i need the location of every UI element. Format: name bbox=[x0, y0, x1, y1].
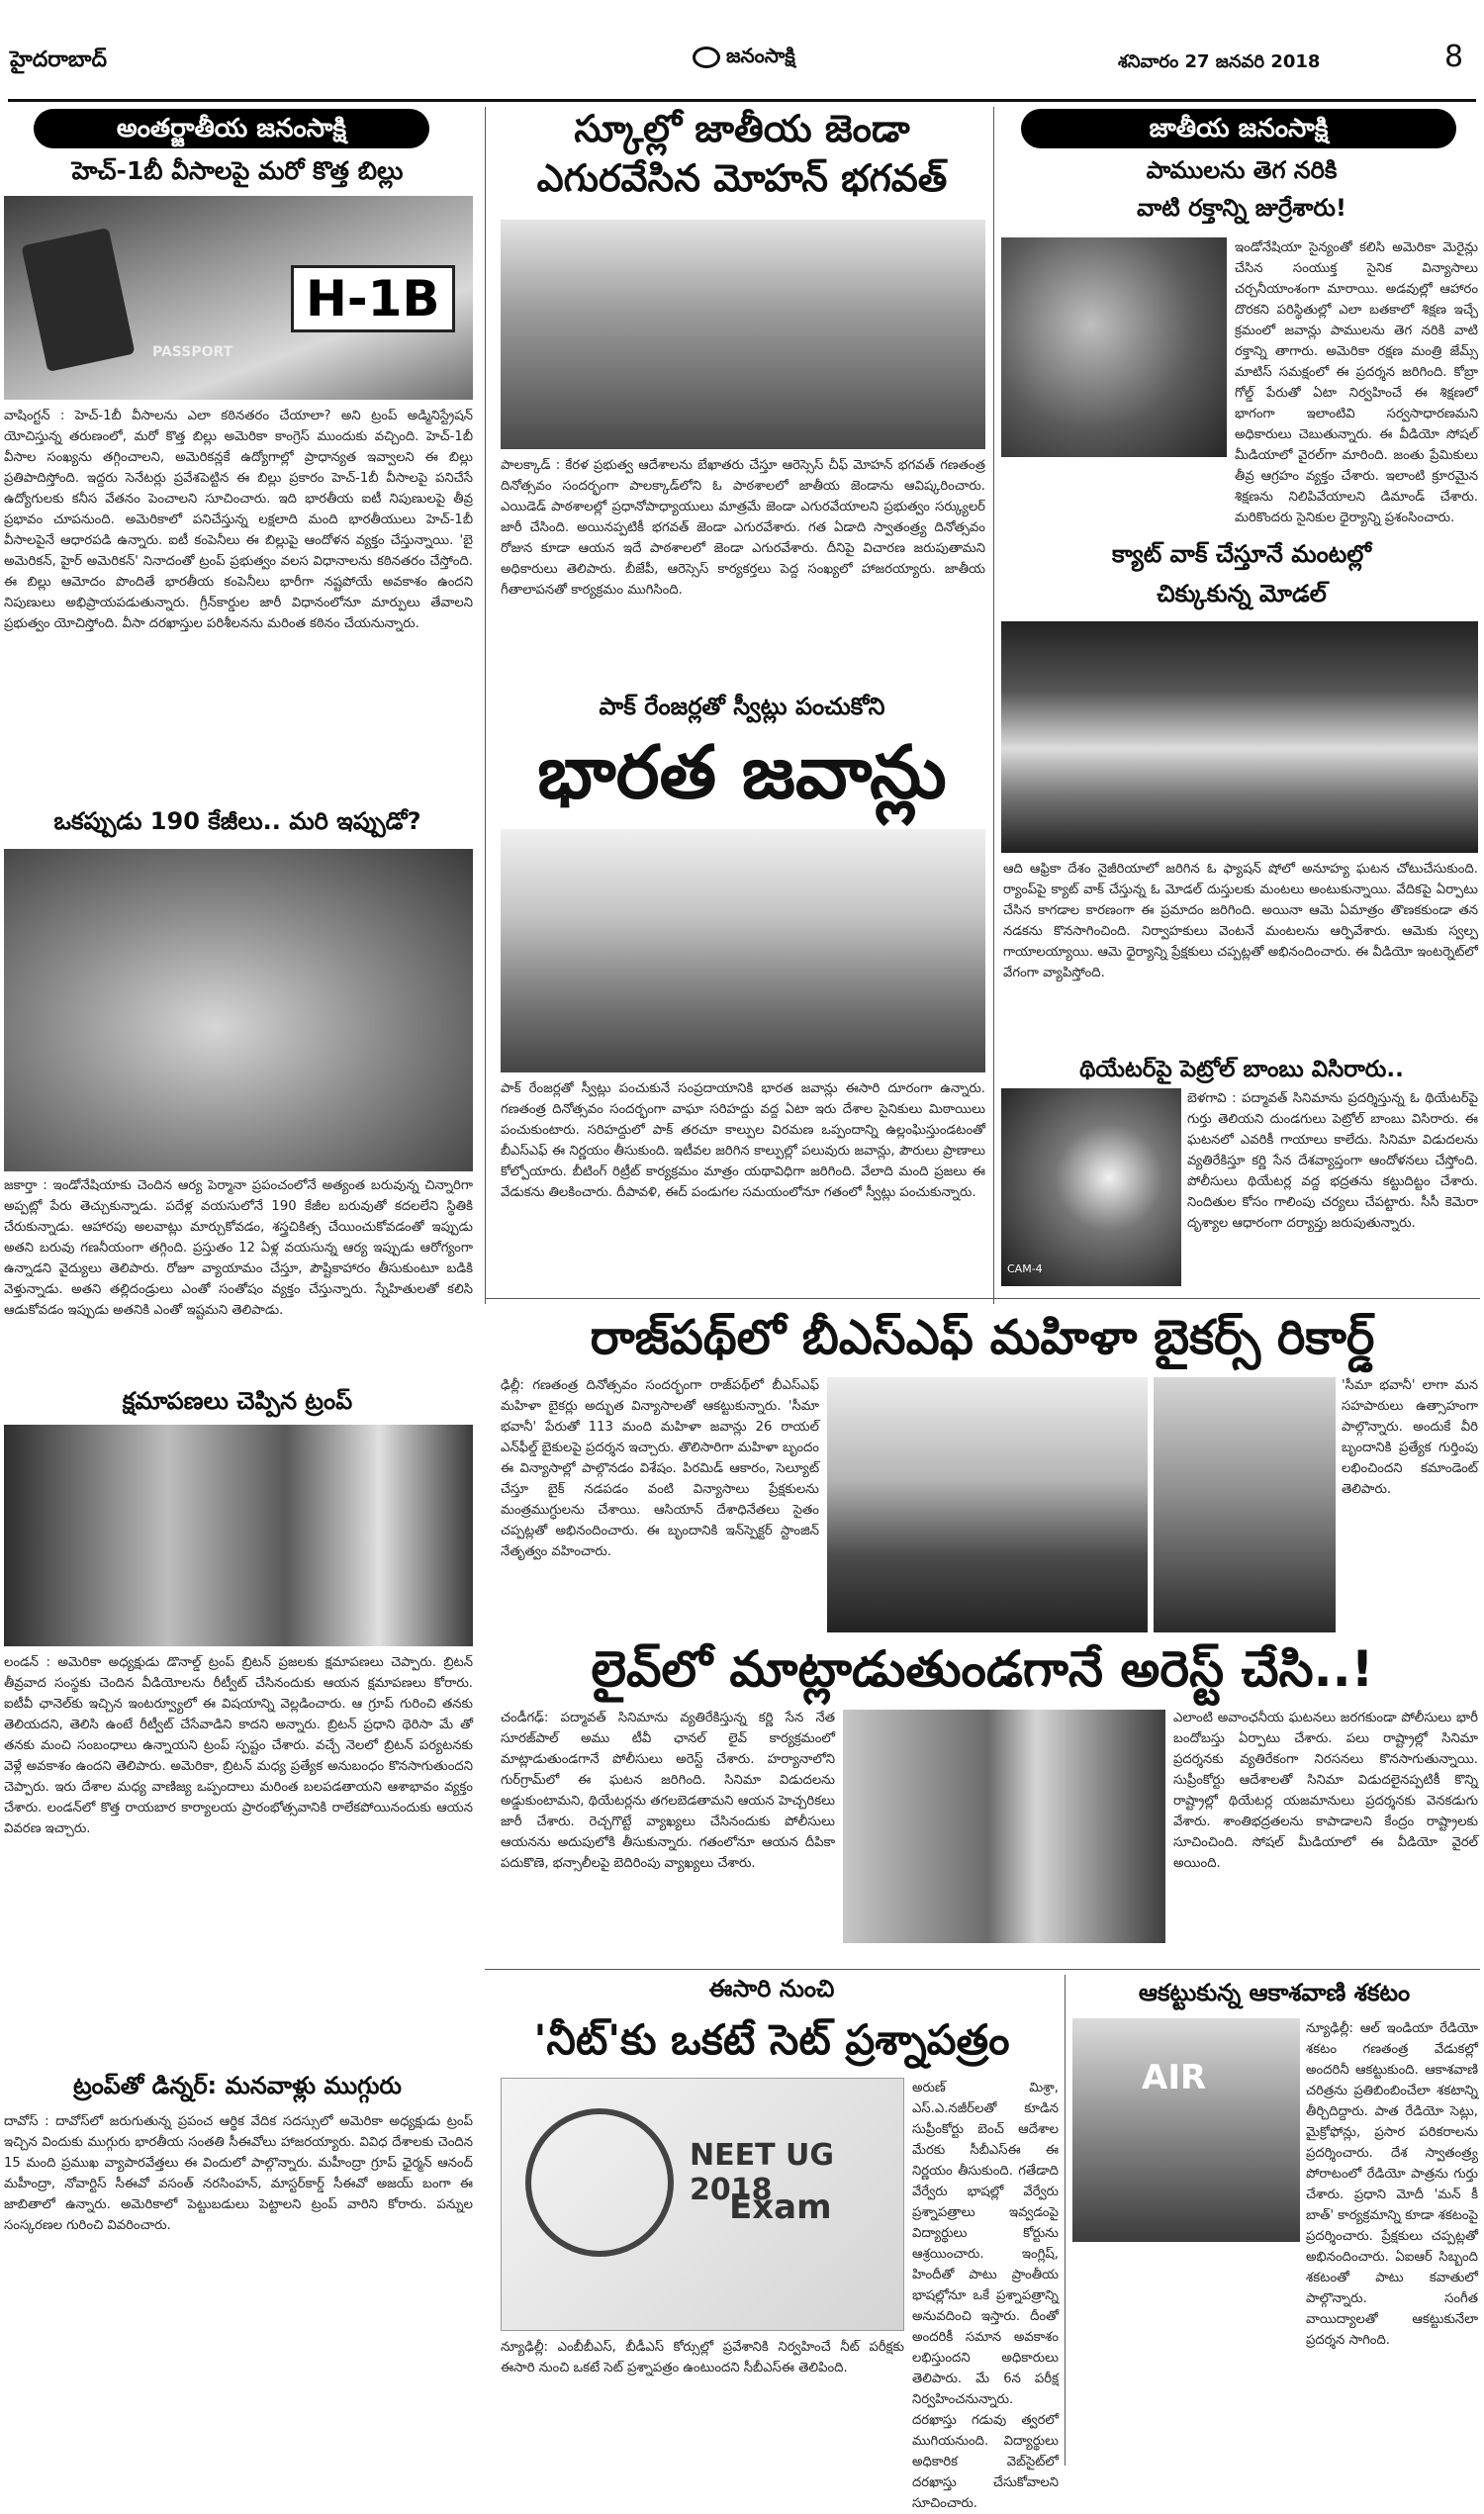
flag-hoisting-photo bbox=[501, 220, 985, 449]
neet-kicker: ఈసారి నుంచి bbox=[708, 1975, 835, 2002]
bikers-body: ఢిల్లీ: గణతంత్ర దినోత్సవం సందర్భంగా రాజ్‌పథ్‌లో బీఎస్‌ఎఫ్‌ మహిళా బైకర్లు అద్భుత విన్యాసాలతో ఆకట్టుకున్నారు. 'సీమా భవానీ' పేరుతో 113 మంది మహిళా జవాన్లు 26 రాయల్‌ ఎన్‌ఫీల్డ్‌ బైకులపై ప్రదర్శన ఇచ్చారు. తొలిసారిగా మహిళా బృందం ఈ విన్యాసాల్లో పాల్గొనడం విశేషం. పిరమిడ్‌ ఆకారం, సెల్యూట్‌ చేస్తూ బైక్‌ నడపడం వంటి విన్యాసాలు ప్రేక్షకులను మంత్రముగ్ధులను చేశాయి. ఆసియాన్‌ దేశాధినేతలు సైతం చప్పట్లతో అభినందించారు. ఈ బృందానికి ఇన్‌స్పెక్టర్‌ స్టాంజిన్‌ నేతృత్వం వహించారు. bbox=[501, 1378, 819, 1559]
biker-salute-photo bbox=[1154, 1377, 1336, 1632]
column-rule-left bbox=[485, 107, 486, 1304]
neet-headline: 'నీట్‌'కు ఒకటే సెట్‌ ప్రశ్నాపత్రం bbox=[533, 2015, 1010, 2064]
arrest-bottom-rule bbox=[485, 1969, 1480, 1970]
masthead-logo bbox=[693, 38, 811, 77]
snake-headline-line-2: వాటి రక్తాన్ని జుర్రేశారు! bbox=[1137, 194, 1346, 222]
jawans-body: పాక్‌ రేంజర్లతో స్వీట్లు పంచుకునే సంప్రదాయానికి భారత జవాన్లు ఈసారి దూరంగా ఉన్నారు. గణతంత్ర దినోత్సవం సందర్భంగా వాఘా సరిహద్దు వద్ద ఏటా ఇరు దేశాల సైనికులు మిఠాయిలు పంచుకుంటారు. సరిహద్దులో పాక్‌ తరచూ కాల్పుల విరమణ ఒప్పందాన్ని ఉల్లంఘిస్తుండటంతో బీఎస్‌ఎఫ్‌ ఈ నిర్ణయం తీసుకుంది. ఇటీవల జరిగిన కాల్పుల్లో పలువురు జవాన్లు, పౌరులు ప్రాణాలు కోల్పోయారు. బీటింగ్‌ రిట్రీట్‌ కార్యక్రమం మాత్రం యథావిధిగా జరిగింది. వేలాది మంది ప్రజలు ఈ వేడుకను తిలకించారు. దీపావళి, ఈద్‌ పండుగల సమయంలోనూ గతంలో స్వీట్లు పంచుకున్నారు. bbox=[501, 1081, 985, 1200]
akashvani-column-rule bbox=[1065, 1975, 1066, 2466]
paper-name: జనంసాక్షి bbox=[726, 43, 795, 67]
bikers-headline: రాజ్‌పథ్‌లో బీఎస్‌ఎఫ్‌ మహిళా బైకర్స్‌ రికార్డ్‌ bbox=[590, 1310, 1375, 1365]
flag-headline-line-2: ఎగురవేసిన మోహన్‌ భగవత్‌ bbox=[536, 156, 948, 200]
wagah-border-photo bbox=[501, 829, 985, 1072]
h1b-tag-text: H-1B bbox=[291, 265, 455, 332]
cam-label: CAM-4 bbox=[1007, 1262, 1043, 1275]
snake-body: ఇండోనేషియా సైన్యంతో కలిసి అమెరికా మెరైన్లు చేసిన సంయుక్త సైనిక విన్యాసాలు చర్చనీయాంశంగా మారాయి. అడవుల్లో ఆహారం దొరకని పరిస్థితుల్లో ఎలా బతకాలో శిక్షణ ఇచ్చే క్రమంలో జవాన్లు పాములను తెగ నరికి వాటి రక్తాన్ని తాగారు. అమెరికా రక్షణ మంత్రి జేమ్స్‌ మాటిస్‌ సమక్షంలో ఈ ప్రదర్శన జరిగింది. కోబ్రా గోల్డ్‌ పేరుతో ఏటా నిర్వహించే ఈ శిక్షణలో భాగంగా ఇలాంటివి సర్వసాధారణమని అధికారులు చెబుతున్నారు. ఈ వీడియో సోషల్‌ మీడియాలో వైరల్‌గా మారింది. జంతు ప్రేమికులు తీవ్ర ఆగ్రహం వ్యక్తం చేశారు. ఇలాంటి క్రూరమైన శిక్షణను నిలిపివేయాలని డిమాండ్‌ చేశారు. మరికొందరు సైనికుల ధైర్యాన్ని ప్రశంసించారు. bbox=[1235, 240, 1478, 525]
h1b-body: వాషింగ్టన్‌ : హెచ్‌-1బీ వీసాలను ఎలా కఠినతరం చేయాలా? అని ట్రంప్‌ అడ్మినిస్ట్రేషన్‌ యోచిస్తున్న తరుణంలో, మరో కొత్త బిల్లు అమెరికా కాంగ్రెస్‌ ముందుకు వచ్చింది. హెచ్‌-1బీ వీసాల సంఖ్యను తగ్గించాలని, అమెరికన్లకే ఉద్యోగాల్లో ప్రాధాన్యత ఇవ్వాలని ఈ బిల్లు ప్రతిపాదిస్తోంది. ఇద్దరు సెనేటర్లు ప్రవేశపెట్టిన ఈ బిల్లు ప్రకారం హెచ్‌-1బీ వీసాలపై పనిచేసే ఉద్యోగులకు కనీస వేతనం పెంచాలని సూచించారు. ఇది భారతీయ ఐటీ నిపుణులపై తీవ్ర ప్రభావం చూపనుంది. అమెరికాలో పనిచేస్తున్న లక్షలాది మంది భారతీయులు హెచ్‌-1బీ వీసాలపైనే ఆధారపడి ఉన్నారు. ఐటీ కంపెనీలు ఈ బిల్లుపై ఆందోళన వ్యక్తం చేస్తున్నాయి. 'బై అమెరికన్‌, హైర్‌ అమెరికన్‌' నినాదంతో ట్రంప్‌ ప్రభుత్వం వలస విధానాలను కఠినతరం చేస్తోంది. ఈ బిల్లు ఆమోదం పొందితే భారతీయ కంపెనీలు భారీగా నష్టపోయే అవకాశం ఉందని నిపుణులు అభిప్రాయపడుతున్నారు. గ్రీన్‌కార్డుల జారీ విధానంలోనూ మార్పులు తేవాలని ప్రభుత్వం యోచిస్తోంది. వీసా దరఖాస్తుల పరిశీలనను మరింత కఠినం చేయనున్నారు. bbox=[4, 409, 473, 631]
arrest-body-1: చండీగఢ్‌: పద్మావత్‌ సినిమాను వ్యతిరేకిస్తున్న కర్ణి సేన నేత సూరజ్‌పాల్‌ అము టీవీ ఛానల్‌ లైవ్‌ కార్యక్రమంలో మాట్లాడుతుండగానే పోలీసులు అరెస్ట్‌ చేశారు. హర్యానాలోని గుర్‌గ్రామ్‌లో ఈ ఘటన జరిగింది. సినిమా విడుదలను అడ్డుకుంటామని, థియేటర్లను తగలబెడతామని ఆయన హెచ్చరికలు జారీ చేశారు. రెచ్చగొట్టే వ్యాఖ్యలు చేసినందుకు పోలీసులు ఆయనను అదుపులోకి తీసుకున్నారు. గతంలోనూ ఆయన దీపికా పదుకొణె, భన్సాలీలపై బెదిరింపు వ్యాఖ్యలు చేశారు. bbox=[501, 1711, 835, 1871]
neet-body-1: న్యూఢిల్లీ: ఎంబీబీఎస్‌, బీడీఎస్‌ కోర్సుల్లో ప్రవేశానికి నిర్వహించే నీట్‌ పరీక్షకు ఈసారి నుంచి ఒకటే సెట్‌ ప్రశ్నాపత్రం ఉంటుందని సీబీఎస్‌ఈ తెలిపింది. bbox=[501, 2340, 904, 2375]
eye-logo-icon bbox=[693, 47, 720, 68]
h1b-photo bbox=[4, 196, 473, 400]
theatre-body: బెళగావి : పద్మావత్‌ సినిమాను ప్రదర్శిస్తున్న ఓ థియేటర్‌పై గుర్తు తెలియని దుండగులు పెట్రోల్‌ బాంబు విసిరారు. ఈ ఘటనలో ఎవరికీ గాయాలు కాలేదు. సినిమా విడుదలను వ్యతిరేకిస్తూ కర్ణి సేన దేశవ్యాప్తంగా ఆందోళనలు చేస్తోంది. పోలీసులు థియేటర్ల వద్ద భద్రతను కట్టుదిట్టం చేశారు. నిందితుల కోసం గాలింపు చర్యలు చేపట్టారు. సీసీ కెమెరా దృశ్యాల ఆధారంగా దర్యాప్తు జరుపుతున్నారు. bbox=[1187, 1091, 1478, 1231]
akashvani-headline: ఆకట్టుకున్న ఆకాశవాణి శకటం bbox=[1138, 1979, 1411, 2006]
jawans-kicker: పాక్‌ రేంజర్లతో స్వీట్లు పంచుకోని bbox=[599, 693, 885, 720]
obese-headline: ఒకప్పుడు 190 కేజీలు.. మరి ఇప్పుడో? bbox=[53, 807, 421, 835]
cctv-photo bbox=[1001, 1088, 1181, 1286]
arrest-body-2: ఎలాంటి అవాంఛనీయ ఘటనలు జరగకుండా పోలీసులు భారీ బందోబస్తు ఏర్పాటు చేశారు. పలు రాష్ట్రాల్లో సినిమా ప్రదర్శనకు వ్యతిరేకంగా నిరసనలు కొనసాగుతున్నాయి. సుప్రీంకోర్టు ఆదేశాలతో సినిమా విడుదలైనప్పటికీ కొన్ని రాష్ట్రాల్లో థియేటర్ల యజమానులు ప్రదర్శనకు వెనకడుగు వేశారు. శాంతిభద్రతలను కాపాడాలని కేంద్రం రాష్ట్రాలకు సూచించింది. సోషల్‌ మీడియాలో ఈ వీడియో వైరల్‌ అయింది. bbox=[1173, 1711, 1478, 1871]
model-headline-line-2: చిక్కుకున్న మోడల్‌ bbox=[1157, 580, 1327, 607]
masthead-city: హైదరాబాద్ bbox=[10, 47, 107, 72]
model-headline-line-1: క్యాట్‌ వాక్‌ చేస్తూనే మంటల్లో bbox=[1112, 540, 1371, 568]
passport-label: PASSPORT bbox=[152, 344, 233, 360]
obese-body: జకార్తా : ఇండోనేషియాకు చెందిన ఆర్య పెర్మానా ప్రపంచంలోనే అత్యంత బరువున్న చిన్నారిగా అప్పట్లో పేరు తెచ్చుకున్నాడు. పదేళ్ల వయసులోనే 190 కేజీల బరువుతో కదలలేని స్థితికి చేరుకున్నాడు. ఆహారపు అలవాట్లు మార్చుకోవడం, శస్త్రచికిత్స చేయించుకోవడంతో ఇప్పుడు అతని బరువు గణనీయంగా తగ్గింది. ప్రస్తుతం 12 ఏళ్ల వయసున్న ఆర్య ఇప్పుడు ఆరోగ్యంగా ఉన్నాడని వైద్యులు తెలిపారు. రోజూ వ్యాయామం చేస్తూ, పౌష్టికాహారం తీసుకుంటూ బడికి వెళ్తున్నాడు. అతని తల్లిదండ్రులు ఎంతో సంతోషం వ్యక్తం చేస్తున్నారు. స్నేహితులతో కలిసి ఆడుకోవడం ఇప్పుడు అతనికి ఎంతో ఇష్టమని తెలిపాడు. bbox=[4, 1178, 473, 1318]
trump-interview-photo bbox=[4, 1425, 473, 1646]
jawans-headline: భారత జవాన్లు bbox=[537, 730, 947, 815]
masthead-date: శనివారం 27 జనవరి 2018 bbox=[1118, 51, 1321, 72]
snake-headline-line-1: పాములను తెగ నరికి bbox=[1146, 156, 1338, 184]
arrest-headline: లైవ్‌లో మాట్లాడుతుండగానే అరెస్ట్‌ చేసి..! bbox=[591, 1640, 1374, 1698]
masthead-rule bbox=[8, 99, 1476, 102]
flag-body: పాలక్కాడ్‌ : కేరళ ప్రభుత్వ ఆదేశాలను బేఖాతరు చేస్తూ ఆరెస్సెస్‌ చీఫ్‌ మోహన్‌ భగవత్‌ గణతంత్ర దినోత్సవం సందర్భంగా పాలక్కాడ్‌లోని ఓ పాఠశాలలో జాతీయ జెండాను ఆవిష్కరించారు. ఎయిడెడ్‌ పాఠశాలల్లో ప్రధానోపాధ్యాయులు మాత్రమే జెండా ఎగురవేయాలని ప్రభుత్వం సర్క్యులర్‌ జారీ చేసింది. అయినప్పటికీ భగవత్‌ జెండా ఎగురవేశారు. గత ఏడాది స్వాతంత్ర్య దినోత్సవం రోజున కూడా ఆయన ఇదే పాఠశాలలో జెండా ఎగురవేశారు. దీనిపై విచారణ జరుపుతామని అధికారులు తెలిపారు. బీజేపీ, ఆరెస్సెస్‌ కార్యకర్తలు పెద్ద సంఖ్యలో హాజరయ్యారు. జాతీయ గీతాలాపనతో కార్యక్రమం ముగిసింది. bbox=[501, 458, 985, 598]
akashvani-body: న్యూఢిల్లీ: ఆల్‌ ఇండియా రేడియో శకటం గణతంత్ర వేడుకల్లో అందరినీ ఆకట్టుకుంది. ఆకాశవాణి చరిత్రను ప్రతిబింబించేలా శకటాన్ని తీర్చిదిద్దారు. పాత రేడియో సెట్లు, మైక్రోఫోన్లు, ప్రసార పరికరాలను ప్రదర్శించారు. దేశ స్వాతంత్ర్య పోరాటంలో రేడియో పాత్రను గుర్తు చేశారు. ప్రధాని మోదీ 'మన్‌ కీ బాత్‌' కార్యక్రమాన్ని కూడా శకటంపై ప్రదర్శించారు. ప్రేక్షకులు చప్పట్లతో అభినందించారు. ఏఐఆర్‌ సిబ్బంది శకటంతో పాటు కవాతులో పాల్గొన్నారు. సంగీత వాయిద్యాలతో ఆకట్టుకునేలా ప్రదర్శన సాగింది. bbox=[1306, 2021, 1478, 2348]
neet-image-line-1: NEET UG 2018 bbox=[690, 2138, 834, 2207]
trump-apology-body: లండన్‌ : అమెరికా అధ్యక్షుడు డొనాల్డ్‌ ట్రంప్‌ బ్రిటన్‌ ప్రజలకు క్షమాపణలు చెప్పారు. బ్రిటన్‌ తీవ్రవాద సంస్థకు చెందిన వీడియోలను రీట్వీట్‌ చేసినందుకు ఆయన క్షమాపణలు కోరారు. ఐటీవీ ఛానెల్‌కు ఇచ్చిన ఇంటర్వ్యూలో ఈ విషయాన్ని వెల్లడించారు. ఆ గ్రూప్‌ గురించి తనకు తెలియదని, తెలిసి ఉంటే రీట్వీట్‌ చేసేవాడిని కాదని అన్నారు. బ్రిటన్‌ ప్రధాని థెరిసా మే తో తనకు మంచి సంబంధాలు ఉన్నాయని ట్రంప్‌ స్పష్టం చేశారు. వచ్చే నెలలో బ్రిటన్‌ పర్యటనకు వెళ్లే అవకాశం ఉందని తెలిపారు. అమెరికా, బ్రిటన్‌ మధ్య ప్రత్యేక అనుబంధం కొనసాగుతుందని చెప్పారు. ఇరు దేశాల మధ్య వాణిజ్య ఒప్పందాలు మరింత బలపడతాయని ఆశాభావం వ్యక్తం చేశారు. లండన్‌లో కొత్త రాయబార కార్యాలయ ప్రారంభోత్సవానికి రాలేకపోయినందుకు ఆయన వివరణ ఇచ్చారు. bbox=[4, 1655, 473, 1836]
flag-headline-line-1: స్కూల్లో జాతీయ జెండా bbox=[574, 107, 910, 150]
air-logo-text: AIR bbox=[1142, 2058, 1207, 2097]
page-number: 8 bbox=[1444, 40, 1464, 74]
neet-exam-photo bbox=[501, 2078, 904, 2331]
model-body: ఆది ఆఫ్రికా దేశం నైజీరియాలో జరిగిన ఓ ఫ్యాషన్‌ షోలో అనూహ్య ఘటన చోటుచేసుకుంది. ర్యాంప్‌పై క్యాట్‌ వాక్‌ చేస్తున్న ఓ మోడల్‌ దుస్తులకు మంటలు అంటుకున్నాయి. వేదికపై ఏర్పాటు చేసిన కాగడాల కారణంగా ఈ ప్రమాదం జరిగింది. అయినా ఆమె ఏమాత్రం తొణకకుండా తన నడకను కొనసాగించింది. నిర్వాహకులు వెంటనే మంటలను ఆర్పివేశారు. ఆమెకు స్వల్ప గాయాలయ్యాయి. ఆమె ధైర్యాన్ని ప్రేక్షకులు చప్పట్లతో అభినందించారు. ఈ వీడియో ఇంటర్నెట్‌లో వేగంగా వ్యాపిస్తోంది. bbox=[1003, 862, 1478, 980]
trump-apology-headline: క్షమాపణలు చెప్పిన ట్రంప్‌ bbox=[122, 1387, 353, 1415]
trump-dinner-headline: ట్రంప్‌తో డిన్నర్‌: మనవాళ్లు ముగ్గురు bbox=[73, 2072, 402, 2099]
bikers-parade-photo bbox=[827, 1377, 1148, 1632]
bikers-side-body: 'సీమా భవానీ' లాగా మన సహపాఠులు ఉత్సాహంగా పాల్గొన్నారు. అందుకే వీరి బృందానికి ప్రత్యేక గుర్తింపు లభించిందని కమాండెంట్‌ తెలిపారు. bbox=[1342, 1378, 1478, 1497]
arrest-photo bbox=[843, 1710, 1165, 1943]
cbse-logo-icon bbox=[525, 2108, 674, 2257]
section-banner-national: జాతీయ జనంసాక్షి bbox=[1021, 109, 1456, 148]
trump-dinner-body: దావోస్‌ : దావోస్‌లో జరుగుతున్న ప్రపంచ ఆర్థిక వేదిక సదస్సులో అమెరికా అధ్యక్షుడు ట్రంప్‌ ఇచ్చిన విందుకు ముగ్గురు భారతీయ సంతతి సీఈవోలు హాజరయ్యారు. వివిధ దేశాలకు చెందిన 15 మంది ప్రముఖ వ్యాపారవేత్తలు ఈ విందులో పాల్గొన్నారు. మహీంద్రా గ్రూప్‌ ఛైర్మన్‌ ఆనంద్‌ మహీంద్రా, నోవార్టిస్‌ సీఈవో వసంత్‌ నరసింహన్‌, మాస్టర్‌కార్డ్‌ సీఈవో అజయ్‌ బంగా ఈ జాబితాలో ఉన్నారు. అమెరికాలో పెట్టుబడులు పెట్టాలని ట్రంప్‌ వారిని కోరారు. పన్నుల సంస్కరణల గురించి వివరించారు. bbox=[4, 2114, 473, 2233]
theatre-headline: థియేటర్‌పై పెట్రోల్‌ బాంబు విసిరారు.. bbox=[1079, 1057, 1404, 1082]
neet-image-line-2: Exam bbox=[729, 2188, 832, 2227]
column-rule-right bbox=[993, 107, 994, 1304]
h1b-headline: హెచ్‌-1బీ వీసాలపై మరో కొత్త బిల్లు bbox=[71, 156, 404, 185]
model-fire-photo bbox=[1001, 621, 1478, 853]
neet-body-2: అరుణ్‌ మిశ్రా, ఎస్‌.ఎ.నజీర్‌లతో కూడిన సుప్రీంకోర్టు బెంచ్‌ ఆదేశాల మేరకు సీబీఎస్‌ఈ ఈ నిర్ణయం తీసుకుంది. గతేడాది వేర్వేరు భాషల్లో వేర్వేరు ప్రశ్నాపత్రాలు ఇవ్వడంపై విద్యార్థులు కోర్టును ఆశ్రయించారు. ఇంగ్లిష్‌, హిందీతో పాటు ప్రాంతీయ భాషల్లోనూ ఒకే ప్రశ్నాపత్రాన్ని అనువదించి ఇస్తారు. దీంతో అందరికీ సమాన అవకాశం లభిస్తుందని అధికారులు తెలిపారు. మే 6న పరీక్ష నిర్వహించనున్నారు. దరఖాస్తు గడువు త్వరలో ముగియనుంది. విద్యార్థులు అధికారిక వెబ్‌సైట్‌లో దరఖాస్తు చేసుకోవాలని సూచించారు. bbox=[912, 2081, 1059, 2511]
obese-child-photo bbox=[4, 849, 473, 1171]
passport-icon bbox=[21, 228, 135, 372]
section-banner-international: అంతర్జాతీయ జనంసాక్షి bbox=[34, 109, 429, 148]
bikers-top-rule bbox=[485, 1298, 1480, 1299]
